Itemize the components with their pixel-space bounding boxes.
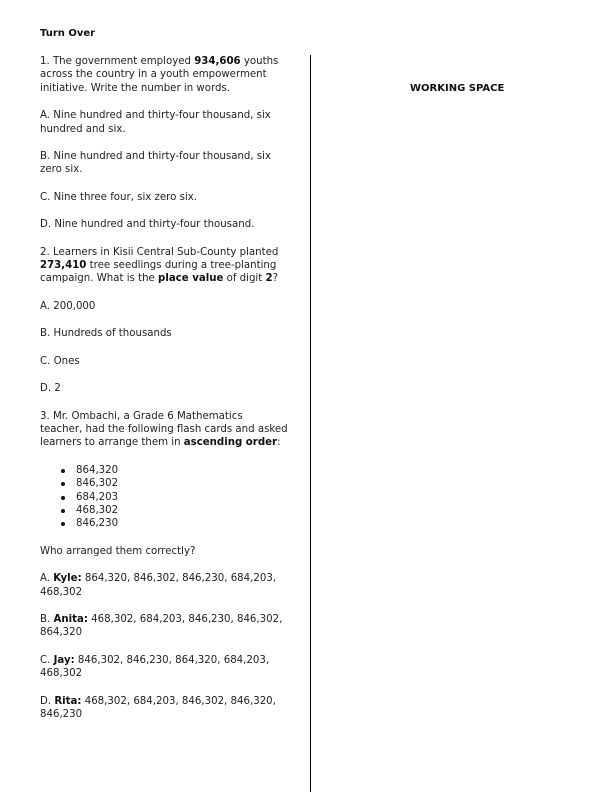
q3-stem-text-b: :	[277, 437, 281, 449]
page-header: Turn Over	[40, 28, 96, 39]
question-2-stem	[40, 246, 288, 286]
q2-option-c: C. Ones	[40, 355, 80, 367]
q2-digit: 2	[265, 273, 273, 285]
flash-card-item: 846,302	[76, 477, 288, 490]
q1-option-b: B. Nine hundred and thirty-four thousand, six zero six.	[40, 151, 272, 176]
q3-option-sequence: 468,302, 684,203, 846,302, 846,320, 846,230	[40, 695, 276, 720]
flash-card-item: 846,230	[76, 517, 288, 530]
q3-option-name: Rita:	[54, 695, 82, 707]
q2-stem-text-d: ?	[272, 273, 279, 285]
q2-stem-text-b: tree seedlings during a tree-planting campaign. What is the	[40, 260, 277, 285]
q3-option-a	[40, 572, 288, 599]
q3-option-name: Kyle:	[53, 573, 82, 585]
q3-option-prefix: A.	[40, 573, 54, 585]
q1-stem-text-a: 1. The government employed	[40, 56, 195, 67]
q3-option-sequence: 864,320, 846,302, 846,230, 684,203, 468,302	[40, 573, 277, 598]
q3-stem-text-a: 3. Mr. Ombachi, a Grade 6 Mathematics teacher, had the following flash cards and asked learners to arrange them in	[40, 410, 288, 449]
q2-number: 273,410	[40, 260, 87, 272]
q3-question: Who arranged them correctly?	[40, 545, 196, 557]
q1-stem-text-b: youths across the country in a youth empowerment initiative. Write the number in words.	[40, 56, 279, 94]
q3-ascending-order-term: ascending order	[183, 437, 278, 449]
questions-column	[40, 55, 288, 735]
q3-option-sequence: 468,302, 684,203, 846,230, 846,302, 864,320	[40, 613, 283, 639]
flash-card-list	[40, 464, 288, 531]
flash-card-item: 468,302	[76, 504, 288, 517]
q3-option-b	[40, 613, 288, 640]
q3-option-c	[40, 654, 288, 681]
q2-option-b: B. Hundreds of thousands	[40, 328, 172, 340]
q2-stem-text-c: of digit	[223, 273, 266, 285]
flash-card-item: 864,320	[76, 464, 288, 477]
q2-option-a: A. 200,000	[40, 300, 96, 312]
q3-option-sequence: 846,302, 846,230, 864,320, 684,203, 468,302	[40, 654, 270, 680]
q1-number: 934,606	[194, 56, 241, 67]
q3-option-prefix: D.	[40, 695, 55, 707]
q3-option-name: Jay:	[53, 654, 75, 666]
q2-option-d: D. 2	[40, 383, 61, 395]
q1-option-a: A. Nine hundred and thirty-four thousand, six hundred and six.	[40, 110, 271, 135]
question-1-stem	[40, 55, 288, 95]
q1-option-c: C. Nine three four, six zero six.	[40, 191, 197, 203]
q2-stem-text-a: 2. Learners in Kisii Central Sub-County planted	[40, 246, 279, 258]
flash-card-item: 684,203	[76, 491, 288, 504]
working-space-label: WORKING SPACE	[410, 83, 505, 94]
q3-option-prefix: C.	[40, 654, 54, 666]
question-3-stem	[40, 410, 288, 450]
column-divider	[310, 55, 311, 792]
q3-option-name: Anita:	[53, 613, 88, 625]
q1-option-d: D. Nine hundred and thirty-four thousand.	[40, 219, 255, 231]
q2-place-value-term: place value	[158, 273, 224, 285]
q3-option-prefix: B.	[40, 613, 54, 625]
q3-option-d	[40, 695, 288, 722]
